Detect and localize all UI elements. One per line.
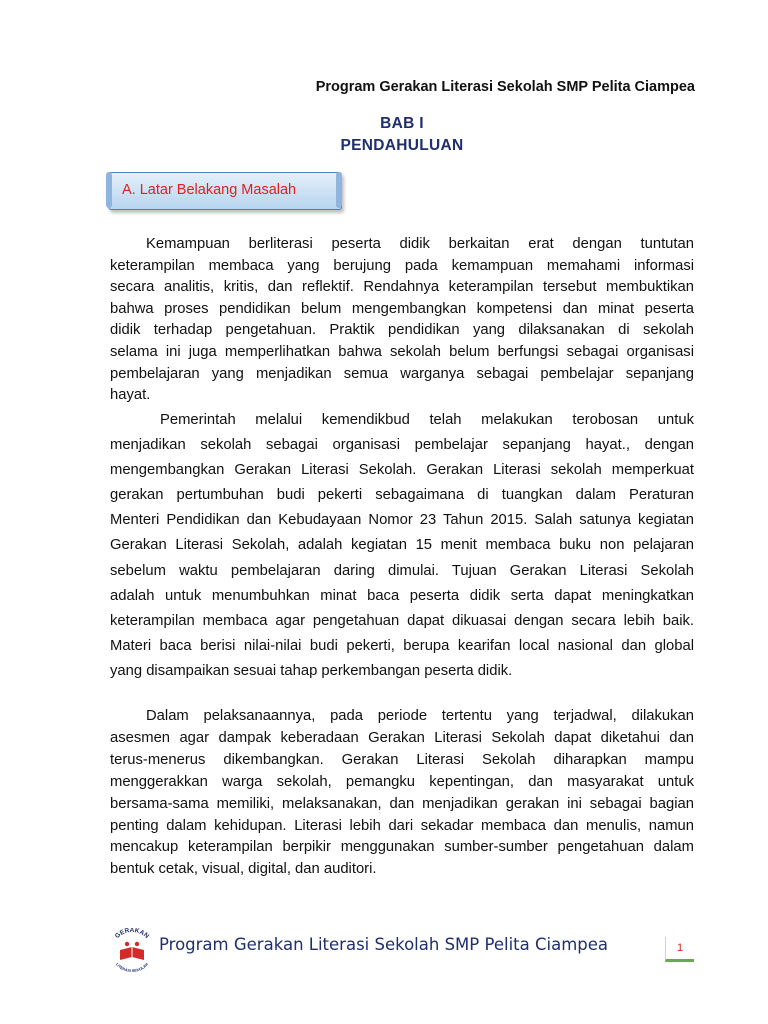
book-icon xyxy=(120,942,144,960)
paragraph-line: selama ini juga memperlihatkan bahwa sekolah belum berfungsi sebagai organisasi xyxy=(110,343,694,360)
paragraph-line: terus-menerus dikembangkan. Gerakan Literasi Sekolah diharapkan mampu xyxy=(110,751,694,768)
paragraph-3 xyxy=(110,706,694,881)
paragraph-2 xyxy=(110,408,694,684)
running-header: Program Gerakan Literasi Sekolah SMP Pelita Ciampea xyxy=(315,79,695,95)
chapter-title: PENDAHULUAN xyxy=(340,137,464,154)
paragraph-line: Pemerintah melalui kemendikbud telah melakukan terobosan untuk xyxy=(160,412,694,428)
banner-right-roll xyxy=(336,172,342,208)
chapter-number: BAB I xyxy=(380,115,424,132)
paragraph-line: Materi baca berisi nilai-nilai budi pekerti, berupa kearifan local nasional dan global xyxy=(110,637,694,654)
section-heading-label: A. Latar Belakang Masalah xyxy=(122,182,297,198)
paragraph-line: Kemampuan berliterasi peserta didik berkaitan erat dengan tuntutan xyxy=(146,236,694,252)
paragraph-line: menjadikan sekolah sebagai organisasi pembelajar sepanjang hayat., dengan xyxy=(110,437,694,454)
paragraph-line: Menteri Pendidikan dan Kebudayaan Nomor 23 Tahun 2015. Salah satunya kegiatan xyxy=(110,512,694,529)
paragraph-line: pembelajaran yang menjadikan semua warganya sebagai pembelajar sepanjang xyxy=(110,365,694,382)
banner-left-roll xyxy=(106,172,112,208)
logo-text-bottom: LITERASI SEKOLAH xyxy=(114,962,150,972)
paragraph-line: adalah untuk menumbuhkan minat baca peserta didik serta dapat meningkatkan xyxy=(110,587,694,604)
paragraph-line: gerakan pertumbuhan budi pekerti sebagaimana di tuangkan dalam Peraturan xyxy=(110,487,694,504)
section-heading-banner xyxy=(108,172,340,208)
paragraph-line: Gerakan Literasi Sekolah, adalah kegiatan 15 menit membaca buku non pelajaran xyxy=(110,537,694,554)
paragraph-1 xyxy=(110,234,694,407)
paragraph-line: hayat. xyxy=(110,387,151,404)
logo-text-top: GERAKAN xyxy=(113,928,151,940)
paragraph-line: mengembangkan Gerakan Literasi Sekolah. Gerakan Literasi sekolah memperkuat xyxy=(110,462,694,479)
gerakan-literasi-sekolah-logo xyxy=(108,928,156,972)
paragraph-line: bentuk cetak, visual, digital, dan auditori. xyxy=(110,861,377,878)
paragraph-line: bahwa proses pendidikan belum mengembangkan kompetensi dan minat peserta xyxy=(110,300,694,317)
paragraph-line: asesmen agar dampak keberadaan Gerakan Literasi Sekolah dapat diketahui dan xyxy=(110,729,694,746)
paragraph-line: keterampilan membaca yang berujung pada kemampuan memahami informasi xyxy=(110,257,694,274)
paragraph-line: secara analitis, kritis, dan reflektif. Rendahnya keterampilan tersebut membuktikan xyxy=(110,279,694,296)
paragraph-line: bersama-sama memiliki, melaksanakan, dan menjadikan gerakan ini sebagai bagian xyxy=(110,795,694,812)
page-footer xyxy=(108,928,698,972)
paragraph-line: mencakup keterampilan berpikir menggunakan sumber-sumber pengetahuan dalam xyxy=(110,839,694,856)
paragraph-line: Dalam pelaksanaannya, pada periode tertentu yang terjadwal, dilakukan xyxy=(146,708,694,724)
paragraph-line: menggerakkan warga sekolah, pemangku kepentingan, dan masyarakat untuk xyxy=(110,773,694,790)
footer-title: Program Gerakan Literasi Sekolah SMP Pelita Ciampea xyxy=(159,935,609,954)
paragraph-line: keterampilan membaca agar pengetahuan dapat dikuasai dengan secara lebih baik. xyxy=(110,612,694,629)
paragraph-line: penting dalam kehidupan. Literasi lebih dari sekadar membaca dan menulis, namun xyxy=(110,817,694,834)
paragraph-line: didik terhadap pengetahuan. Praktik pendidikan yang dilaksanakan di sekolah xyxy=(110,322,694,339)
page-number: 1 xyxy=(665,937,694,962)
paragraph-line: yang disampaikan sesuai tahap perkembangan peserta didik. xyxy=(110,662,513,679)
paragraph-line: sebelum waktu pembelajaran daring dimulai. Tujuan Gerakan Literasi Sekolah xyxy=(110,562,694,579)
